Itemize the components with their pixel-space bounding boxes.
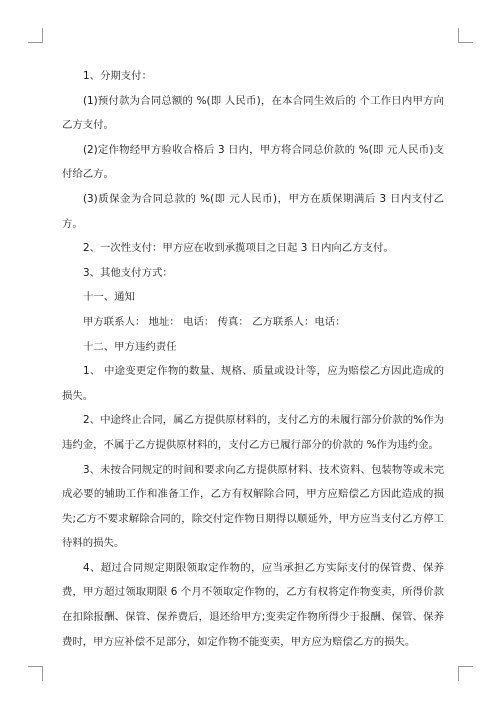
liability-clause-2: 2、中途终止合同，属乙方提供原材料的，支付乙方的未履行部分价款的%作为违约金，不属于乙方提供原材料的，支付乙方已履行部分的价款的 %作为违约金。 <box>62 414 444 451</box>
other-payment-methods: 3、其他支付方式： <box>83 266 173 279</box>
liability-clause-1: 1、 中途变更定作物的数量、规格、质量或设计等，应为赔偿乙方因此造成的损失。 <box>62 365 444 402</box>
document-body <box>62 64 444 654</box>
crop-mark-bottom-left <box>28 666 43 681</box>
crop-mark-bottom-right <box>458 666 473 681</box>
installment-payment-heading: 1、分期支付： <box>83 70 152 82</box>
contact-information-line: 甲方联系人： 地址： 电话： 传真： 乙方联系人：电话： <box>83 315 346 328</box>
liability-clause-4: 4、超过合同规定期限领取定作物的，应当承担乙方实际支付的保管费、保养费，甲方超过领取期限 6 个月不领取定作物的，乙方有权将定作物变卖，所得价款在扣除报酬、保管、保养费后，退还给甲方;变卖定作物所得少于报酬、保管、保养费时，甲方应补偿不足部分，如定作物不能变卖，甲方应为赔偿乙方的损失。 <box>62 561 444 648</box>
crop-mark-top-right <box>458 28 473 43</box>
crop-mark-top-left <box>28 28 43 43</box>
warranty-deposit-clause: (3)质保金为合同总款的 %(即 元人民币)，甲方在质保期满后 3 日内支付乙方。 <box>62 192 444 230</box>
acceptance-payment-clause: (2)定作物经甲方验收合格后 3 日内，甲方将合同总价款的 %(即 元人民币)支付给乙方。 <box>62 143 444 181</box>
liability-clause-3: 3、未按合同规定的时间和要求向乙方提供原材料、技术资料、包装物等或未完成必要的辅助工作和准备工作，乙方有权解除合同，甲方应赔偿乙方因此造成的损失;乙方不要求解除合同的，除交付定作物日期得以顺延外，甲方应当支付乙方停工待料的损失。 <box>62 463 444 550</box>
lump-sum-payment-clause: 2、一次性支付：甲方应在收到承揽项目之日起 3 日内向乙方支付。 <box>83 242 394 255</box>
section-heading-notice: 十一、通知 <box>83 291 135 304</box>
advance-payment-clause: (1)预付款为合同总额的 %(即 人民币)，在本合同生效后的 个工作日内甲方向乙方支付。 <box>62 94 444 132</box>
section-heading-party-a-liability: 十二、甲方违约责任 <box>83 340 177 353</box>
